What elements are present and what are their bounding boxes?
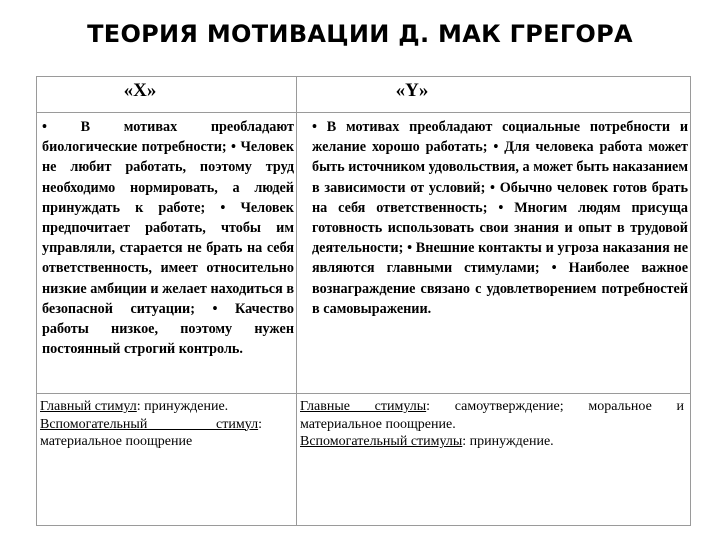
aux-stimulus-value: : материальное поощрение	[40, 416, 262, 449]
main-stimulus-value: : принуждение.	[136, 399, 229, 414]
header-row-divider	[36, 112, 691, 113]
column-header-y: «Y»	[395, 80, 429, 101]
main-stimulus-label: Главные стимулы	[300, 399, 427, 414]
aux-stimulus-label: Вспомогательный стимулы	[300, 434, 463, 449]
aux-stimulus-label: Вспомогательный стимул	[40, 416, 259, 432]
theory-x-stimuli	[40, 398, 262, 451]
stimuli-row-divider	[36, 393, 691, 394]
theory-y-stimuli	[300, 398, 684, 451]
main-stimulus-value: : самоутверждение; моральное и материальное поощрение.	[300, 399, 684, 432]
aux-stimulus-value: : принуждение.	[462, 434, 554, 449]
column-header-x: «X»	[123, 80, 157, 101]
page-title: ТЕОРИЯ МОТИВАЦИИ Д. МАК ГРЕГОРА	[87, 20, 633, 48]
column-divider	[296, 76, 297, 526]
theory-y-traits: • В мотивах преобладают социальные потребности и желание хорошо работать; • Для человека работа может быть источником удовольствия, а может быть наказанием в зависимости от условий; • Обычно человек готов брать на себя ответственность; • Многим людям присуща готовность использовать свои знания и опыт в трудовой деятельности; • Внешние контакты и угроза наказания не являются главными стимулами; • Наиболее важное вознаграждение связано с удовлетворением потребностей в самовыражении.	[312, 119, 688, 317]
main-stimulus-label: Главный стимул	[40, 399, 137, 414]
theory-x-traits: • В мотивах преобладают биологические потребности; • Человек не любит работать, поэтому труд необходимо нормировать, а людей принуждать к работе; • Человек предпочитает работать, чтобы им управляли, старается не брать на себя ответственность, имеет относительно низкие амбиции и желает находиться в безопасной ситуации; • Качество работы низкое, поэтому нужен постоянный строгий контроль.	[42, 119, 294, 358]
